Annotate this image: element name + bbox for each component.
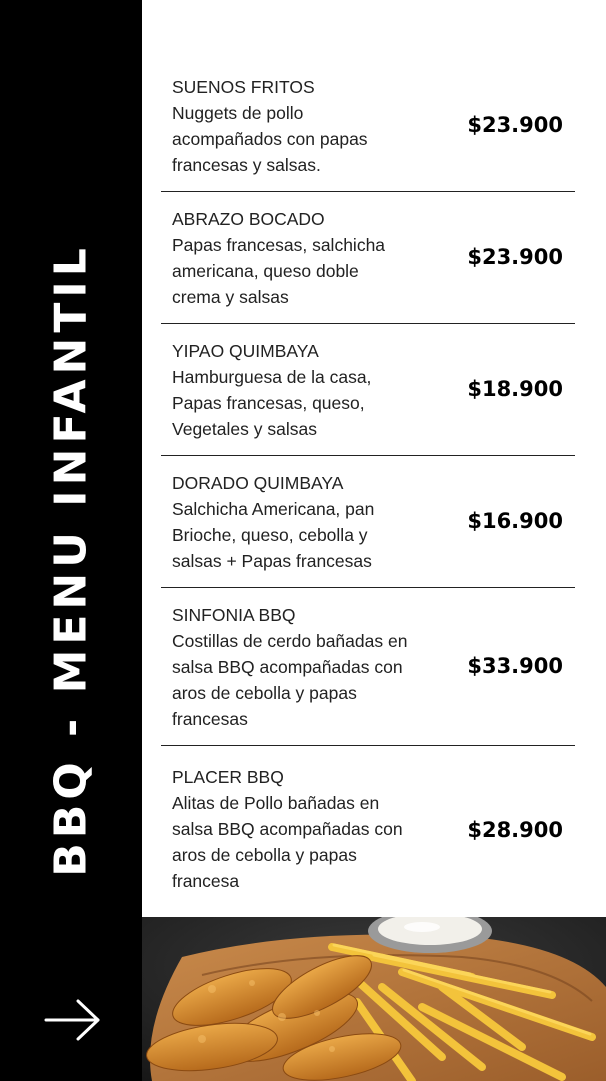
- menu-item-yipao-quimbaya[interactable]: [161, 324, 575, 456]
- menu-section-title: BBQ - MENU INFANTIL: [45, 243, 97, 877]
- menu-item-description-line: Salchicha Americana, pan: [172, 499, 375, 519]
- menu-item-description-line: Nuggets de pollo: [172, 103, 304, 123]
- menu-item-name: PLACER BBQ: [172, 767, 284, 787]
- menu-item-description-line: aros de cebolla y papas: [172, 683, 357, 703]
- menu-item-suenos-fritos[interactable]: [161, 58, 575, 192]
- chicken-fingers-fries-image: [142, 917, 606, 1081]
- menu-item-description-line: Brioche, queso, cebolla y: [172, 525, 368, 545]
- menu-item-placer-bbq[interactable]: [161, 746, 575, 916]
- food-photo: [142, 917, 606, 1081]
- menu-item-price: $28.900: [467, 818, 563, 842]
- menu-item-price: $33.900: [467, 654, 563, 678]
- menu-item-abrazo-bocado[interactable]: [161, 192, 575, 324]
- menu-item-description-line: francesas: [172, 709, 248, 729]
- menu-item-description-line: salsas + Papas francesas: [172, 551, 372, 571]
- menu-item-description-line: aros de cebolla y papas: [172, 845, 357, 865]
- menu-item-description-line: salsa BBQ acompañadas con: [172, 657, 403, 677]
- menu-item-description-line: francesa: [172, 871, 240, 891]
- arrow-right-icon[interactable]: [40, 995, 106, 1045]
- menu-item-description-line: Alitas de Pollo bañadas en: [172, 793, 380, 813]
- menu-item-description-line: Papas francesas, salchicha: [172, 235, 386, 255]
- menu-item-description-line: Costillas de cerdo bañadas en: [172, 631, 408, 651]
- menu-item-price: $23.900: [467, 245, 563, 269]
- menu-item-name: YIPAO QUIMBAYA: [172, 341, 319, 361]
- menu-item-description-line: crema y salsas: [172, 287, 289, 307]
- menu-item-sinfonia-bbq[interactable]: [161, 588, 575, 746]
- menu-item-name: DORADO QUIMBAYA: [172, 473, 344, 493]
- menu-item-name: ABRAZO BOCADO: [172, 209, 325, 229]
- menu-item-description-line: americana, queso doble: [172, 261, 359, 281]
- menu-item-description-line: salsa BBQ acompañadas con: [172, 819, 403, 839]
- menu-item-price: $16.900: [467, 509, 563, 533]
- menu-item-name: SUENOS FRITOS: [172, 77, 315, 97]
- menu-item-description-line: Hamburguesa de la casa,: [172, 367, 372, 387]
- menu-list: [161, 58, 575, 916]
- menu-item-description-line: francesas y salsas.: [172, 155, 321, 175]
- menu-item-dorado-quimbaya[interactable]: [161, 456, 575, 588]
- menu-item-price: $18.900: [467, 377, 563, 401]
- menu-item-description-line: Vegetales y salsas: [172, 419, 317, 439]
- sidebar: [0, 0, 142, 1081]
- menu-item-description-line: Papas francesas, queso,: [172, 393, 365, 413]
- menu-item-price: $23.900: [467, 113, 563, 137]
- menu-item-name: SINFONIA BBQ: [172, 605, 296, 625]
- menu-item-description-line: acompañados con papas: [172, 129, 368, 149]
